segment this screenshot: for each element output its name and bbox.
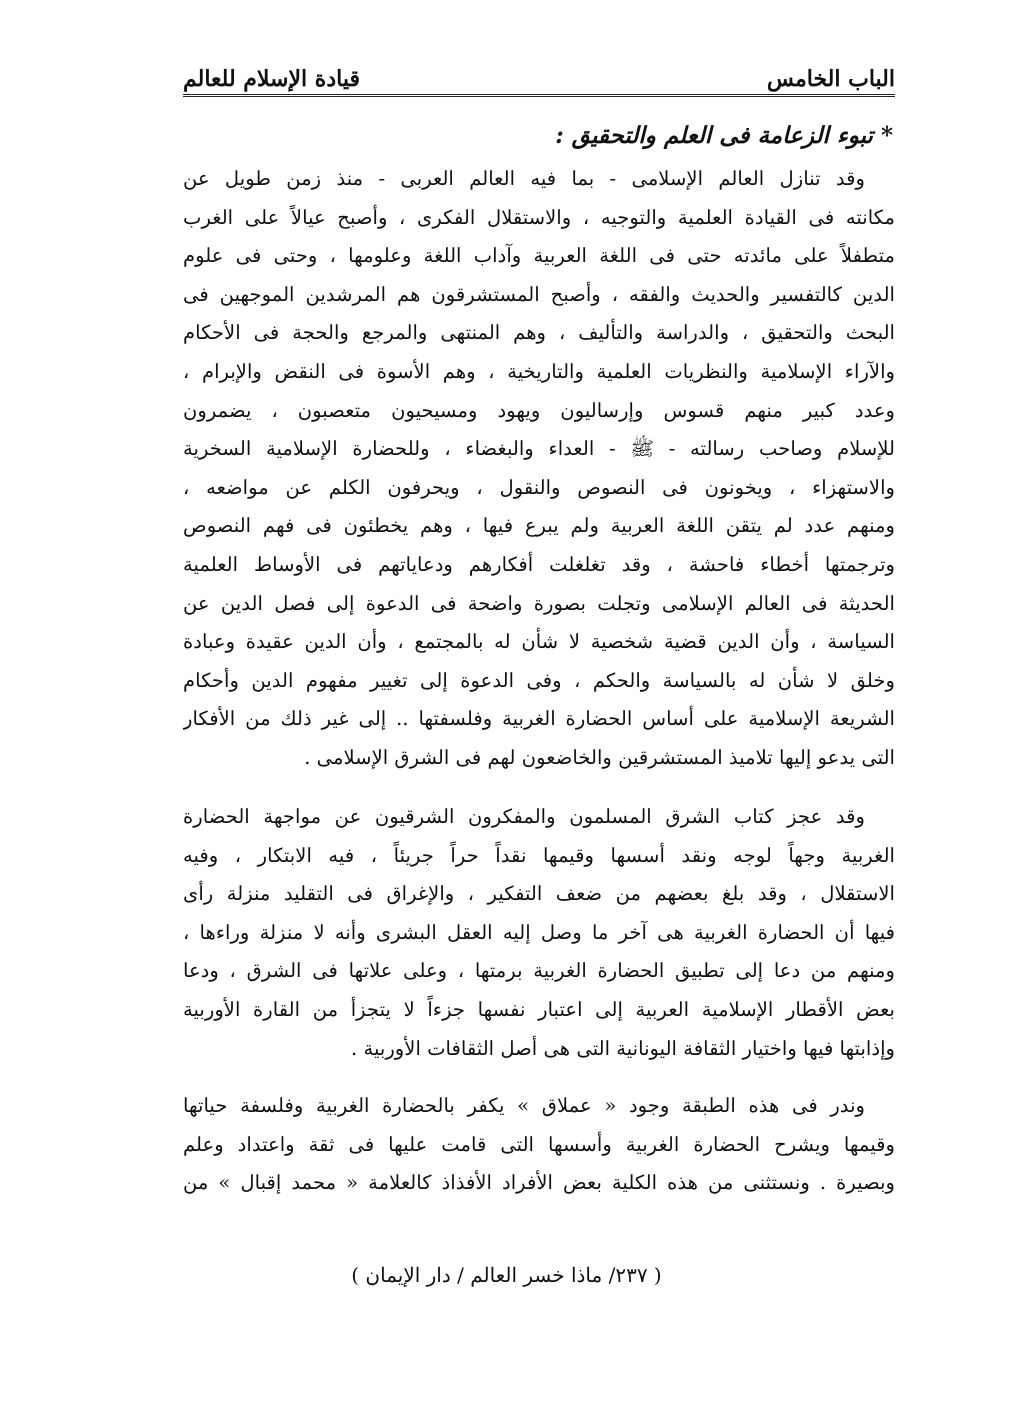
text-line: وندر فى هذه الطبقة وجود « عملاق » يكفر بالحضارة الغربية وفلسفة حياتها: [183, 1094, 865, 1117]
text-line: البحث والتحقيق ، والدراسة والتأليف ، وهم المنتهى والمرجع والحجة فى الأحكام: [183, 321, 895, 345]
chapter-title: الباب الخامس: [766, 66, 895, 92]
text-line: وبصيرة . ونستثنى من هذه الكلية بعض الأفراد الأفذاذ كالعلامة « محمد إقبال » من: [183, 1171, 895, 1195]
text-line: وعدد كبير منهم قسوس وإرساليون ويهود ومسيحيون متعصبون ، يضمرون: [183, 398, 895, 422]
text-line: وقد تنازل العالم الإسلامى - بما فيه العالم العربى - منذ زمن طويل عن: [183, 167, 865, 190]
text-line: بعض الأقطار الإسلامية العربية إلى اعتبار نفسها جزءاً لا يتجزأ من القارة الأوربية: [183, 997, 895, 1021]
text-line: وقيمها ويشرح الحضارة الغربية وأسسها التى قامت عليها فى ثقة واعتداد وعلم: [183, 1132, 895, 1156]
book-section-title: قيادة الإسلام للعالم: [183, 66, 360, 92]
text-line: الغربية وجهاً لوجه ونقد أسسها وقيمها نقداً حراً جريئاً ، فيه الابتكار ، وفيه: [183, 843, 895, 867]
paragraph-2: [183, 798, 895, 1068]
text-line: والآراء الإسلامية والنظريات العلمية والتاريخية ، وهم الأسوة فى النقض والإبرام ،: [183, 359, 895, 383]
text-line: مكانته فى القيادة العلمية والتوجيه ، والاستقلال الفكرى ، وأصبح عيالاً على الغرب: [183, 205, 895, 229]
page-footer: ( ٢٣٧/ ماذا خسر العالم / دار الإيمان ): [351, 1263, 662, 1287]
text-line: الاستقلال ، وقد بلغ بعضهم من ضعف التفكير ، والإغراق فى التقليد منزلة رأى: [183, 882, 895, 906]
text-line: للإسلام وصاحب رسالته - ﷺ - العداء والبغضاء ، وللحضارة الإسلامية السخرية: [183, 437, 895, 461]
text-line: الحديثة فى العالم الإسلامى وتجلت بصورة واضحة فى الدعوة إلى فصل الدين عن: [183, 591, 895, 615]
text-line: وقد عجز كتاب الشرق المسلمون والمفكرون الشرقيون عن مواجهة الحضارة: [183, 805, 865, 828]
text-line: وخلق لا شأن له بالسياسة والحكم ، وفى الدعوة إلى تغيير مفهوم الدين وأحكام: [183, 668, 895, 692]
text-line: والاستهزاء ، ويخونون فى النصوص والنقول ، ويحرفون الكلم عن مواضعه ،: [183, 475, 895, 499]
text-line: السياسة ، وأن الدين قضية شخصية لا شأن له بالمجتمع ، وأن الدين عقيدة وعبادة: [183, 630, 895, 654]
paragraph-3: [183, 1087, 895, 1203]
paragraph-1: [183, 160, 895, 778]
text-line: وترجمتها أخطاء فاحشة ، وقد تغلغلت أفكارهم ودعاياتهم فى الأوساط العلمية: [183, 552, 895, 576]
text-line: الدين كالتفسير والحديث والفقه ، وأصبح المستشرقون هم المرشدين الموجهين فى: [183, 282, 895, 306]
text-line: ومنهم من دعا إلى تطبيق الحضارة الغربية برمتها ، وعلى علاتها فى الشرق ، ودعا: [183, 959, 895, 983]
running-header: [183, 58, 895, 92]
section-heading: * تبوء الزعامة فى العلم والتحقيق :: [555, 122, 893, 149]
text-line: فيها أن الحضارة الغربية هى آخر ما وصل إليه العقل البشرى وأنه لا منزلة وراءها ،: [183, 920, 895, 944]
text-line: التى يدعو إليها تلاميذ المستشرقين والخاضعون لهم فى الشرق الإسلامى .: [304, 745, 895, 769]
text-line: وإذابتها فيها واختيار الثقافة اليونانية التى هى أصل الثقافات الأوربية .: [351, 1036, 895, 1060]
text-line: ومنهم عدد لم يتقن اللغة العربية ولم يبرع فيها ، وهم يخطئون فى فهم النصوص: [183, 514, 895, 538]
text-line: متطفلاً على مائدته حتى فى اللغة العربية وآداب اللغة وعلومها ، وحتى فى علوم: [183, 244, 895, 268]
text-line: الشريعة الإسلامية على أساس الحضارة الغربية وفلسفتها .. إلى غير ذلك من الأفكار: [183, 707, 895, 731]
header-rule: [183, 94, 895, 97]
